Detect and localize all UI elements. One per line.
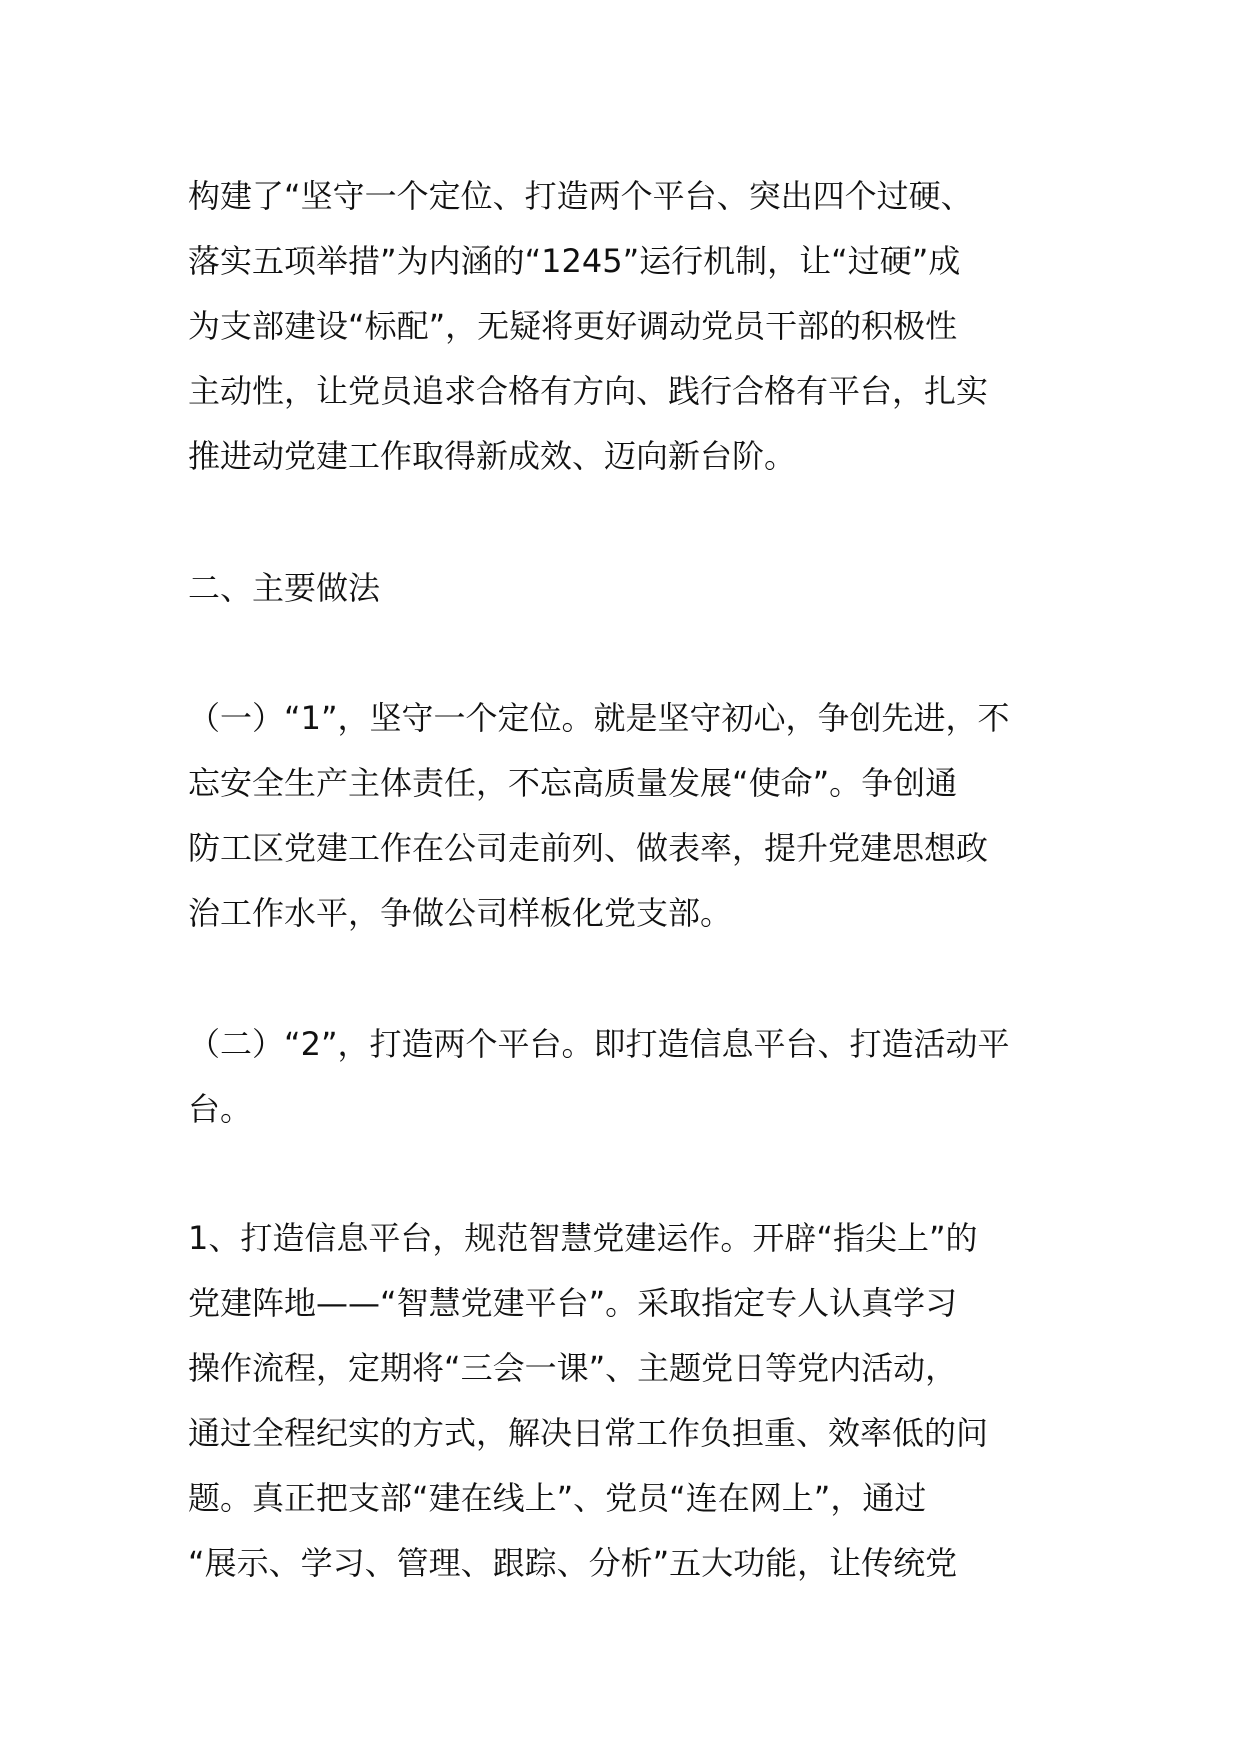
paragraph-line: 题。真正把支部“建在线上”、党员“连在网上”，通过 [188, 1479, 927, 1517]
paragraph-line: （一）“1”，坚守一个定位。就是坚守初心，争创先进，不 [188, 699, 1010, 737]
paragraph-line: 落实五项举措”为内涵的“1245”运行机制，让“过硬”成 [188, 242, 961, 280]
intro-paragraph [188, 164, 1058, 489]
paragraph-line: 党建阵地——“智慧党建平台”。采取指定专人认真学习 [188, 1284, 958, 1322]
paragraph-line: 主动性，让党员追求合格有方向、践行合格有平台，扎实 [188, 372, 989, 410]
paragraph-line: （二）“2”，打造两个平台。即打造信息平台、打造活动平 [188, 1025, 1010, 1063]
item-1-paragraph [188, 686, 1058, 946]
paragraph-line: 台。 [188, 1090, 253, 1128]
item-2-1-paragraph [188, 1206, 1058, 1596]
paragraph-line: 构建了“坚守一个定位、打造两个平台、突出四个过硬、 [188, 177, 973, 215]
paragraph-line: 操作流程，定期将“三会一课”、主题党日等党内活动， [188, 1349, 958, 1387]
paragraph-line: “展示、学习、管理、跟踪、分析”五大功能，让传统党 [188, 1544, 958, 1582]
paragraph-line: 1、打造信息平台，规范智慧党建运作。开辟“指尖上”的 [188, 1219, 978, 1257]
paragraph-line: 通过全程纪实的方式，解决日常工作负担重、效率低的问 [188, 1414, 989, 1452]
paragraph-line: 忘安全生产主体责任，不忘高质量发展“使命”。争创通 [188, 764, 958, 802]
paragraph-line: 推进动党建工作取得新成效、迈向新台阶。 [188, 437, 797, 475]
section-heading [188, 556, 1058, 621]
section-heading-text: 二、主要做法 [188, 569, 381, 607]
paragraph-line: 防工区党建工作在公司走前列、做表率，提升党建思想政 [188, 829, 989, 867]
paragraph-line: 治工作水平，争做公司样板化党支部。 [188, 894, 733, 932]
item-2-paragraph [188, 1012, 1058, 1142]
paragraph-line: 为支部建设“标配”，无疑将更好调动党员干部的积极性 [188, 307, 958, 345]
